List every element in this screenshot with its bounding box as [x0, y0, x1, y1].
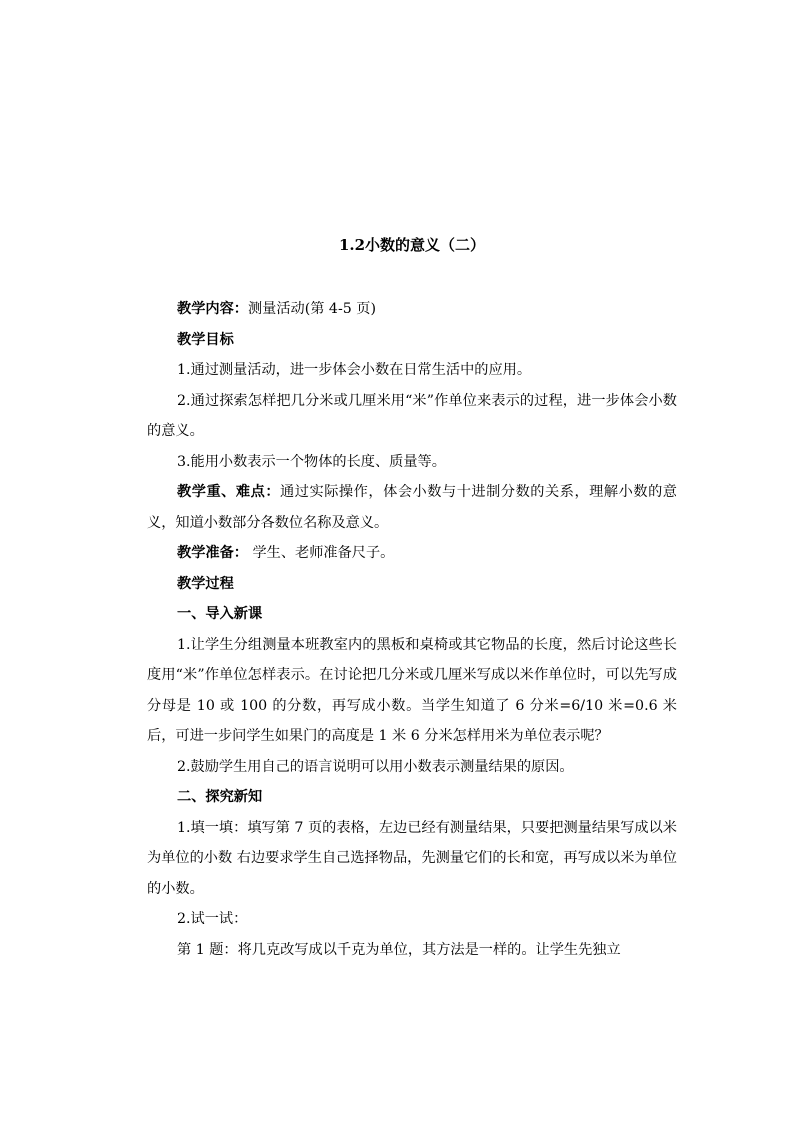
- section2-paragraph-3: 第 1 题：将几克改写成以千克为单位，其方法是一样的。让学生先独立: [177, 941, 621, 958]
- preparation-value: 学生、老师准备尺子。: [247, 545, 395, 561]
- content-line: [147, 294, 677, 325]
- objectives-heading: 教学目标: [177, 331, 234, 348]
- preparation-line: [147, 538, 677, 569]
- process-heading: 教学过程: [177, 575, 234, 592]
- section1-paragraph-1: 1.让学生分组测量本班教室内的黑板和桌椅或其它物品的长度，然后讨论这些长度用“米”作单位怎样表示。在讨论把几分米或几厘米写成以米作单位时，可以先写成分母是 10 或 100 的分数，再写成小数。当学生知道了 6 分米=6/10 米=0.6 米后，可进一步问学生如果门的高度是 1 米 6 分米怎样用米为单位表示呢？: [147, 636, 677, 744]
- objective-item-1: 1.通过测量活动，进一步体会小数在日常生活中的应用。: [177, 362, 532, 378]
- key-points-line: [147, 477, 677, 538]
- section1-paragraph-2: 2.鼓励学生用自己的语言说明可以用小数表示测量结果的原因。: [177, 758, 574, 775]
- key-points-value: 通过实际操作，体会小数与十进制分数的关系，理解小数的意义，知道小数部分各数位名称及意义。: [147, 484, 677, 531]
- document-body: [147, 294, 677, 965]
- content-value: 测量活动(第 4-5 页): [247, 301, 377, 317]
- objective-item-3: 3.能用小数表示一个物体的长度、质量等。: [177, 453, 446, 470]
- section2-paragraph-1: 1.填一填：填写第 7 页的表格，左边已经有测量结果，只要把测量结果写成以米为单位的小数 右边要求学生自己选择物品，先测量它们的长和宽，再写成以米为单位的小数。: [147, 819, 677, 897]
- page-title: 1.2小数的意义（二）: [338, 236, 486, 254]
- section2-heading: 二、探究新知: [177, 789, 263, 805]
- key-points-label: 教学重、难点：: [177, 484, 281, 500]
- preparation-label: 教学准备：: [177, 545, 248, 561]
- objective-item-2: 2.通过探索怎样把几分米或几厘米用“米”作单位来表示的过程，进一步体会小数的意义。: [147, 392, 677, 439]
- section1-heading: 一、导入新课: [177, 606, 263, 622]
- content-label: 教学内容：: [177, 301, 248, 317]
- section2-paragraph-2: 2.试一试：: [177, 911, 248, 927]
